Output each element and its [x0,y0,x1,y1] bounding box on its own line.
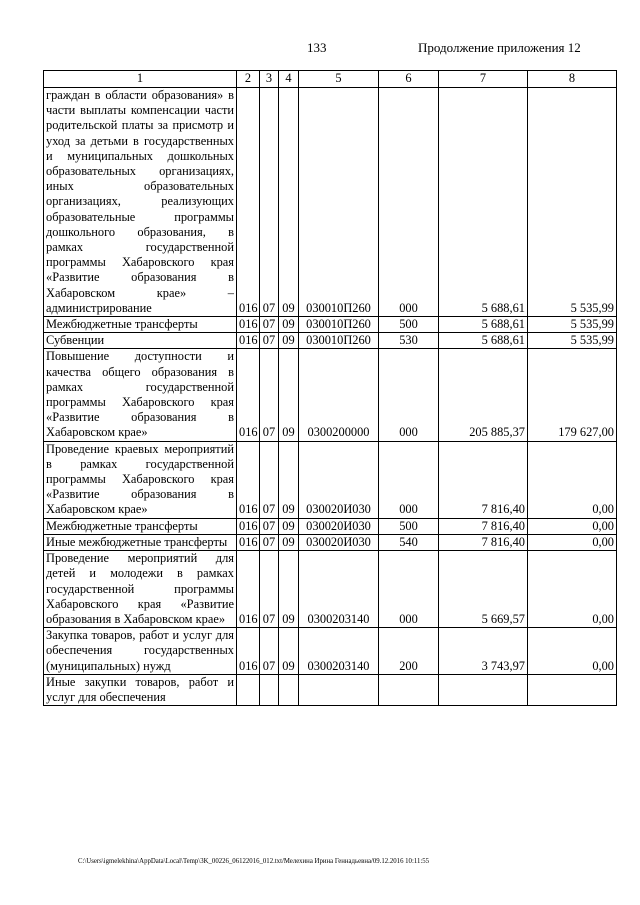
row-amount-actual [528,674,617,705]
row-ministry: 016 [237,628,260,675]
row-expense-type: 000 [379,441,439,518]
col-header-5: 5 [299,71,379,88]
row-target-item: 0300203140 [299,628,379,675]
row-ministry: 016 [237,349,260,441]
row-name: Субвенции [44,333,237,349]
row-amount-plan: 5 669,57 [439,551,528,628]
row-target-item: 030020И030 [299,534,379,550]
row-expense-type: 500 [379,317,439,333]
row-ministry: 016 [237,534,260,550]
row-expense-type: 500 [379,518,439,534]
row-amount-actual: 5 535,99 [528,317,617,333]
row-section: 07 [260,534,279,550]
row-section [260,674,279,705]
row-subsection: 09 [279,349,299,441]
row-subsection: 09 [279,333,299,349]
row-name: граждан в области образования» в части выплаты компенсации части родительской платы за присмотр и уход за детьми в государственных и муниципальных дошкольных образовательных организациях, иных образовательных организациях, реализующих образовательные программы дошкольного образования, в рамках государственной программы Хабаровского края «Развитие образования в Хабаровском крае» – администрирование [44,88,237,317]
table-row [44,349,617,441]
row-ministry: 016 [237,518,260,534]
row-amount-actual: 0,00 [528,628,617,675]
row-target-item: 030010П260 [299,88,379,317]
row-ministry [237,674,260,705]
row-name: Иные межбюджетные трансферты [44,534,237,550]
row-amount-plan: 7 816,40 [439,441,528,518]
table-row [44,518,617,534]
row-name: Повышение доступности и качества общего образования в рамках государственной программы Хабаровского края «Развитие образования в Хабаровском крае» [44,349,237,441]
page-number: 133 [307,40,327,55]
row-name: Иные закупки товаров, работ и услуг для обеспечения [44,674,237,705]
row-expense-type: 000 [379,349,439,441]
col-header-1: 1 [44,71,237,88]
footer-file-path: C:\Users\igmelekhina\AppData\Local\Temp\3K_00226_06122016_012.txt/Мелехина Ирина Геннадьевна/09.12.2016 10:11:55 [78,858,430,865]
row-subsection: 09 [279,88,299,317]
header-row [44,71,617,88]
row-subsection: 09 [279,551,299,628]
row-expense-type: 000 [379,551,439,628]
row-amount-plan: 7 816,40 [439,534,528,550]
row-section: 07 [260,551,279,628]
row-name: Межбюджетные трансферты [44,518,237,534]
row-amount-plan: 7 816,40 [439,518,528,534]
col-header-6: 6 [379,71,439,88]
table-row [44,88,617,317]
row-target-item: 030020И030 [299,518,379,534]
row-amount-plan: 5 688,61 [439,317,528,333]
row-expense-type: 200 [379,628,439,675]
table-row [44,441,617,518]
row-amount-actual: 0,00 [528,534,617,550]
row-ministry: 016 [237,441,260,518]
row-amount-actual: 5 535,99 [528,333,617,349]
row-section: 07 [260,349,279,441]
row-ministry: 016 [237,317,260,333]
row-section: 07 [260,88,279,317]
table-row [44,317,617,333]
row-expense-type: 540 [379,534,439,550]
row-expense-type: 000 [379,88,439,317]
table-row [44,333,617,349]
row-name: Проведение мероприятий для детей и молодежи в рамках государственной программы Хабаровского края «Развитие образования в Хабаровском крае» [44,551,237,628]
table-row [44,551,617,628]
row-section: 07 [260,317,279,333]
row-subsection: 09 [279,518,299,534]
row-target-item: 030020И030 [299,441,379,518]
row-name: Проведение краевых мероприятий в рамках государственной программы Хабаровского края «Развитие образования в Хабаровском крае» [44,441,237,518]
row-ministry: 016 [237,551,260,628]
col-header-8: 8 [528,71,617,88]
row-subsection: 09 [279,534,299,550]
row-expense-type [379,674,439,705]
row-expense-type: 530 [379,333,439,349]
row-subsection [279,674,299,705]
col-header-3: 3 [260,71,279,88]
col-header-2: 2 [237,71,260,88]
row-amount-actual: 0,00 [528,441,617,518]
row-ministry: 016 [237,88,260,317]
row-subsection: 09 [279,317,299,333]
row-amount-actual: 179 627,00 [528,349,617,441]
row-target-item: 0300200000 [299,349,379,441]
row-target-item: 0300203140 [299,551,379,628]
row-amount-plan: 3 743,97 [439,628,528,675]
row-section: 07 [260,628,279,675]
table-row [44,674,617,705]
row-subsection: 09 [279,441,299,518]
row-name: Закупка товаров, работ и услуг для обеспечения государственных (муниципальных) нужд [44,628,237,675]
row-amount-actual: 0,00 [528,551,617,628]
row-section: 07 [260,333,279,349]
table-row [44,534,617,550]
row-amount-plan: 5 688,61 [439,333,528,349]
row-section: 07 [260,441,279,518]
row-subsection: 09 [279,628,299,675]
row-amount-actual: 5 535,99 [528,88,617,317]
col-header-7: 7 [439,71,528,88]
row-amount-plan: 5 688,61 [439,88,528,317]
row-amount-plan: 205 885,37 [439,349,528,441]
table-row [44,628,617,675]
row-target-item: 030010П260 [299,317,379,333]
row-amount-plan [439,674,528,705]
row-section: 07 [260,518,279,534]
col-header-4: 4 [279,71,299,88]
row-ministry: 016 [237,333,260,349]
row-amount-actual: 0,00 [528,518,617,534]
continuation-label: Продолжение приложения 12 [418,40,581,55]
row-target-item [299,674,379,705]
row-name: Межбюджетные трансферты [44,317,237,333]
row-target-item: 030010П260 [299,333,379,349]
budget-table [43,70,617,706]
